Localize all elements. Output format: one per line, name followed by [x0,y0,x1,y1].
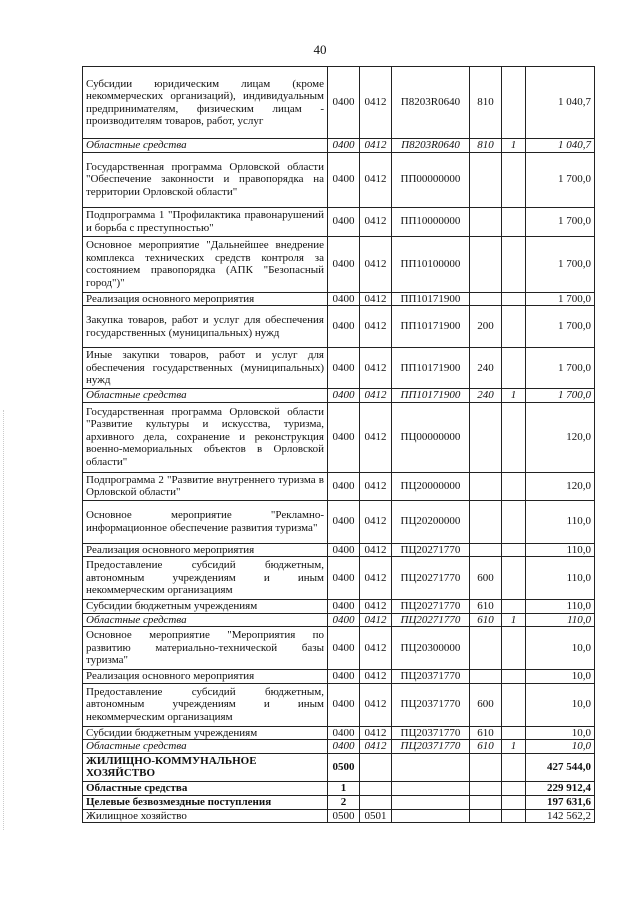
row-name-cell: Основное мероприятие "Мероприятия по развитию материально-технической базы туризма" [83,627,328,670]
row-name-cell: Основное мероприятие "Дальнейшее внедрение комплекса технических средств контроля за состоянием правопорядка (АПК "Безопасный город")" [83,236,328,292]
funding-source-cell [502,670,526,684]
row-name-cell: ЖИЛИЩНО-КОММУНАЛЬНОЕ ХОЗЯЙСТВО [83,753,328,781]
section-code-cell: 2 [328,795,360,809]
row-name-cell: Областные средства [83,139,328,153]
amount-cell: 110,0 [526,500,595,543]
table-row [83,600,595,614]
expense-type-cell: 200 [470,306,502,348]
expense-type-cell: 600 [470,683,502,726]
target-article-cell [392,781,470,795]
funding-source-cell: 1 [502,740,526,754]
subsection-code-cell: 0412 [360,152,392,207]
funding-source-cell [502,500,526,543]
funding-source-cell [502,627,526,670]
amount-cell: 1 700,0 [526,236,595,292]
target-article-cell: ПЦ20000000 [392,472,470,500]
expense-type-cell [470,292,502,306]
funding-source-cell [502,402,526,472]
table-row [83,348,595,389]
expense-type-cell [470,670,502,684]
amount-cell: 120,0 [526,402,595,472]
row-name-cell: Реализация основного мероприятия [83,292,328,306]
section-code-cell: 0400 [328,292,360,306]
subsection-code-cell: 0412 [360,402,392,472]
section-code-cell: 0400 [328,402,360,472]
section-code-cell: 0400 [328,152,360,207]
subsection-code-cell [360,781,392,795]
expense-type-cell [470,207,502,236]
target-article-cell: ПЦ20300000 [392,627,470,670]
table-row [83,613,595,627]
table-row [83,781,595,795]
table-row [83,557,595,600]
row-name-cell: Предоставление субсидий бюджетным, автономным учреждениям и иным некоммерческим организациям [83,557,328,600]
subsection-code-cell: 0501 [360,809,392,823]
table-row [83,683,595,726]
subsection-code-cell: 0412 [360,740,392,754]
amount-cell: 1 700,0 [526,207,595,236]
row-name-cell: Субсидии юридическим лицам (кроме некоммерческих организаций), индивидуальным предпринимателям, физическим лицам - производителям товаров, работ, услуг [83,67,328,139]
expense-type-cell: 600 [470,557,502,600]
section-code-cell: 0400 [328,613,360,627]
amount-cell: 120,0 [526,472,595,500]
row-name-cell: Областные средства [83,613,328,627]
funding-source-cell [502,348,526,389]
expense-type-cell: 810 [470,67,502,139]
target-article-cell: ПЦ20271770 [392,543,470,557]
amount-cell: 197 631,6 [526,795,595,809]
expense-type-cell: 240 [470,389,502,403]
subsection-code-cell: 0412 [360,726,392,740]
subsection-code-cell: 0412 [360,557,392,600]
amount-cell: 110,0 [526,557,595,600]
section-code-cell: 0400 [328,348,360,389]
row-name-cell: Предоставление субсидий бюджетным, автономным учреждениям и иным некоммерческим организациям [83,683,328,726]
target-article-cell: ПЦ20371770 [392,670,470,684]
subsection-code-cell: 0412 [360,683,392,726]
row-name-cell: Реализация основного мероприятия [83,543,328,557]
table-row [83,236,595,292]
amount-cell: 10,0 [526,726,595,740]
expense-type-cell: 240 [470,348,502,389]
row-name-cell: Областные средства [83,389,328,403]
row-name-cell: Закупка товаров, работ и услуг для обеспечения государственных (муниципальных) нужд [83,306,328,348]
row-name-cell: Государственная программа Орловской области "Развитие культуры и искусства, туризма, архивного дела, сохранение и реконструкция военно-мемориальных объектов в Орловской области" [83,402,328,472]
expense-type-cell [470,500,502,543]
funding-source-cell [502,683,526,726]
amount-cell: 1 040,7 [526,139,595,153]
expense-type-cell [470,543,502,557]
funding-source-cell: 1 [502,613,526,627]
row-name-cell: Иные закупки товаров, работ и услуг для обеспечения государственных (муниципальных) нужд [83,348,328,389]
funding-source-cell [502,306,526,348]
table-row [83,389,595,403]
funding-source-cell [502,543,526,557]
amount-cell: 427 544,0 [526,753,595,781]
amount-cell: 10,0 [526,670,595,684]
expense-type-cell [470,627,502,670]
subsection-code-cell: 0412 [360,139,392,153]
subsection-code-cell: 0412 [360,389,392,403]
amount-cell: 142 562,2 [526,809,595,823]
expense-type-cell [470,152,502,207]
expense-type-cell: 810 [470,139,502,153]
target-article-cell: ПП10171900 [392,292,470,306]
expense-type-cell: 610 [470,740,502,754]
funding-source-cell [502,753,526,781]
section-code-cell: 0400 [328,236,360,292]
table-row [83,207,595,236]
section-code-cell: 0400 [328,207,360,236]
amount-cell: 110,0 [526,613,595,627]
target-article-cell: ПЦ20271770 [392,557,470,600]
subsection-code-cell: 0412 [360,543,392,557]
target-article-cell: ПЦ00000000 [392,402,470,472]
table-row [83,795,595,809]
margin-dots [3,410,6,830]
amount-cell: 229 912,4 [526,781,595,795]
target-article-cell [392,795,470,809]
funding-source-cell [502,207,526,236]
target-article-cell [392,753,470,781]
row-name-cell: Областные средства [83,740,328,754]
subsection-code-cell: 0412 [360,207,392,236]
section-code-cell: 0400 [328,67,360,139]
row-name-cell: Субсидии бюджетным учреждениям [83,600,328,614]
target-article-cell: ПП10171900 [392,306,470,348]
target-article-cell: П8203R0640 [392,139,470,153]
section-code-cell: 0500 [328,809,360,823]
funding-source-cell [502,809,526,823]
row-name-cell: Подпрограмма 2 "Развитие внутреннего туризма в Орловской области" [83,472,328,500]
target-article-cell: ПЦ20200000 [392,500,470,543]
target-article-cell: ПЦ20271770 [392,600,470,614]
row-name-cell: Областные средства [83,781,328,795]
table-row [83,306,595,348]
funding-source-cell [502,236,526,292]
target-article-cell: ПП10100000 [392,236,470,292]
row-name-cell: Подпрограмма 1 "Профилактика правонарушений и борьба с преступностью" [83,207,328,236]
funding-source-cell [502,152,526,207]
table-row [83,809,595,823]
amount-cell: 110,0 [526,543,595,557]
amount-cell: 10,0 [526,740,595,754]
subsection-code-cell: 0412 [360,600,392,614]
expense-type-cell [470,795,502,809]
target-article-cell: П8203R0640 [392,67,470,139]
row-name-cell: Основное мероприятие "Рекламно-информационное обеспечение развития туризма" [83,500,328,543]
subsection-code-cell [360,753,392,781]
section-code-cell: 0400 [328,726,360,740]
expense-type-cell: 610 [470,726,502,740]
section-code-cell: 0500 [328,753,360,781]
section-code-cell: 0400 [328,543,360,557]
table-row [83,543,595,557]
amount-cell: 1 700,0 [526,152,595,207]
amount-cell: 1 700,0 [526,292,595,306]
table-row [83,472,595,500]
subsection-code-cell: 0412 [360,306,392,348]
table-row [83,627,595,670]
target-article-cell: ПЦ20371770 [392,740,470,754]
budget-allocation-table [82,66,595,823]
funding-source-cell [502,292,526,306]
table-row [83,152,595,207]
section-code-cell: 0400 [328,139,360,153]
section-code-cell: 0400 [328,740,360,754]
table-row [83,500,595,543]
table-row [83,726,595,740]
section-code-cell: 0400 [328,472,360,500]
section-code-cell: 1 [328,781,360,795]
table-row [83,670,595,684]
subsection-code-cell: 0412 [360,67,392,139]
section-code-cell: 0400 [328,670,360,684]
subsection-code-cell: 0412 [360,613,392,627]
funding-source-cell [502,67,526,139]
section-code-cell: 0400 [328,683,360,726]
table-row [83,402,595,472]
section-code-cell: 0400 [328,627,360,670]
expense-type-cell [470,402,502,472]
row-name-cell: Целевые безвозмездные поступления [83,795,328,809]
target-article-cell: ПП10171900 [392,348,470,389]
row-name-cell: Государственная программа Орловской области "Обеспечение законности и правопорядка на территории Орловской области" [83,152,328,207]
table-body [83,67,595,823]
page-number: 40 [313,42,327,57]
expense-type-cell [470,472,502,500]
funding-source-cell [502,726,526,740]
row-name-cell: Жилищное хозяйство [83,809,328,823]
target-article-cell [392,809,470,823]
funding-source-cell: 1 [502,389,526,403]
subsection-code-cell: 0412 [360,670,392,684]
amount-cell: 10,0 [526,627,595,670]
subsection-code-cell: 0412 [360,292,392,306]
expense-type-cell [470,809,502,823]
subsection-code-cell: 0412 [360,500,392,543]
subsection-code-cell: 0412 [360,472,392,500]
amount-cell: 1 700,0 [526,348,595,389]
funding-source-cell: 1 [502,139,526,153]
section-code-cell: 0400 [328,389,360,403]
row-name-cell: Субсидии бюджетным учреждениям [83,726,328,740]
funding-source-cell [502,795,526,809]
funding-source-cell [502,781,526,795]
subsection-code-cell [360,795,392,809]
target-article-cell: ПП10000000 [392,207,470,236]
expense-type-cell: 610 [470,600,502,614]
amount-cell: 110,0 [526,600,595,614]
subsection-code-cell: 0412 [360,627,392,670]
table-row [83,292,595,306]
row-name-cell: Реализация основного мероприятия [83,670,328,684]
target-article-cell: ПП10171900 [392,389,470,403]
expense-type-cell: 610 [470,613,502,627]
funding-source-cell [502,472,526,500]
expense-type-cell [470,753,502,781]
target-article-cell: ПЦ20371770 [392,726,470,740]
table-row [83,740,595,754]
section-code-cell: 0400 [328,500,360,543]
funding-source-cell [502,557,526,600]
table-row [83,139,595,153]
section-code-cell: 0400 [328,306,360,348]
subsection-code-cell: 0412 [360,236,392,292]
amount-cell: 1 700,0 [526,306,595,348]
table-row [83,67,595,139]
subsection-code-cell: 0412 [360,348,392,389]
expense-type-cell [470,236,502,292]
target-article-cell: ПЦ20271770 [392,613,470,627]
section-code-cell: 0400 [328,600,360,614]
amount-cell: 10,0 [526,683,595,726]
expense-type-cell [470,781,502,795]
target-article-cell: ПЦ20371770 [392,683,470,726]
table-row [83,753,595,781]
section-code-cell: 0400 [328,557,360,600]
funding-source-cell [502,600,526,614]
target-article-cell: ПП00000000 [392,152,470,207]
amount-cell: 1 040,7 [526,67,595,139]
amount-cell: 1 700,0 [526,389,595,403]
